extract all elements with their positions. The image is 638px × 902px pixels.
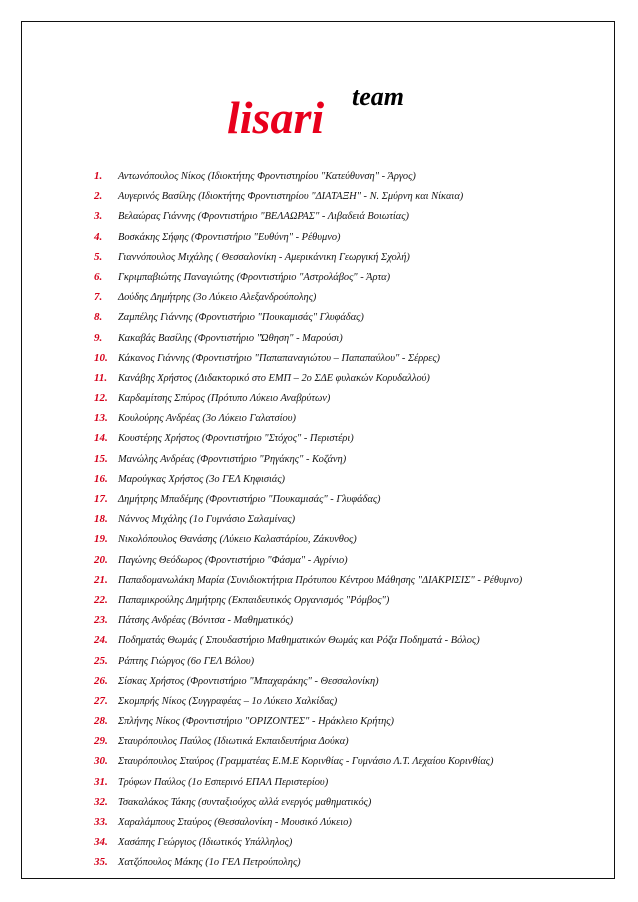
list-item-number: 20. — [94, 553, 108, 566]
list-item — [94, 852, 604, 872]
list-item-number: 23. — [94, 614, 108, 627]
list-item-text: Παγώνης Θεόδωρος (Φροντιστήριο "Φάσμα" - Αγρίνιο) — [118, 554, 348, 566]
list-item-number: 18. — [94, 513, 108, 526]
list-item — [94, 186, 604, 206]
list-item-text: Αντωνόπουλος Νίκος (Ιδιοκτήτης Φροντιστηρίου "Κατεύθυνση" - Άργος) — [118, 171, 416, 182]
list-item-number: 28. — [94, 715, 108, 728]
list-item — [94, 449, 604, 469]
list-item-number: 26. — [94, 674, 108, 687]
list-item — [94, 671, 604, 691]
list-item-text: Κακαβάς Βασίλης (Φροντιστήριο "Ώθηση" - Μαρούσι) — [118, 332, 343, 344]
list-item — [94, 711, 604, 731]
list-item-text: Νάννος Μιχάλης (1ο Γυμνάσιο Σαλαμίνας) — [118, 514, 296, 526]
list-item-number: 32. — [94, 795, 108, 808]
list-item — [94, 590, 604, 610]
list-item-text: Κάκανος Γιάννης (Φροντιστήριο "Παπαπαναγιώτου – Παπαπαύλου" - Σέρρες) — [118, 352, 441, 364]
list-item-number: 31. — [94, 775, 108, 788]
list-item-number: 33. — [94, 816, 108, 828]
list-item-text: Σπλήνης Νίκος (Φροντιστήριο "ΟΡΙΖΟΝΤΕΣ" - Ηράκλειο Κρήτης) — [118, 716, 394, 728]
list-item-number: 29. — [94, 735, 108, 748]
list-item — [94, 328, 604, 348]
list-item-text: Σταυρόπουλος Παύλος (Ιδιωτικά Εκπαιδευτήρια Δούκα) — [118, 736, 349, 748]
list-item-number: 34. — [94, 836, 108, 849]
list-item-text: Κουστέρης Χρήστος (Φροντιστήριο "Στόχος" - Περιστέρι) — [118, 433, 354, 445]
list-item — [94, 832, 604, 852]
list-item-number: 3. — [94, 210, 103, 223]
list-item-text: Χασάπης Γεώργιος (Ιδιωτικός Υπάλληλος) — [118, 837, 293, 849]
list-item — [94, 570, 604, 590]
title-lisari: lisari — [227, 92, 325, 143]
list-item — [94, 509, 604, 529]
list-item-number: 4. — [94, 230, 103, 243]
list-item — [94, 610, 604, 630]
list-item-number: 19. — [94, 533, 108, 546]
list-item-text: Ράπτης Γιώργος (6ο ΓΕΛ Βόλου) — [118, 655, 255, 667]
list-item-number: 1. — [94, 170, 103, 182]
list-item-text: Παπαδομανωλάκη Μαρία (Συνιδιοκτήτρια Πρότυπου Κέντρου Μάθησης "ΔΙΑΚΡΙΣΙΣ" - Ρέθυμνο) — [118, 574, 523, 586]
list-item — [94, 772, 604, 792]
list-item-number: 6. — [94, 270, 103, 283]
document-title — [22, 80, 614, 160]
list-item — [94, 651, 604, 671]
list-item — [94, 550, 604, 570]
list-item — [94, 408, 604, 428]
list-item-number: 11. — [94, 371, 108, 384]
title-team: team — [352, 82, 404, 111]
list-item-text: Αυγερινός Βασίλης (Ιδιοκτήτης Φροντιστηρίου "ΔΙΑΤΑΞΗ" - Ν. Σμύρνη και Νίκαια) — [118, 191, 464, 203]
list-item-text: Χατζόπουλος Μάκης (1ο ΓΕΛ Πετρούπολης) — [118, 857, 301, 869]
list-item — [94, 166, 604, 186]
list-item — [94, 227, 604, 247]
list-item-number: 15. — [94, 452, 108, 465]
list-item-text: Γιαννόπουλος Μιχάλης ( Θεσσαλονίκη - Αμερικάνικη Γεωργική Σχολή) — [118, 251, 410, 263]
list-item — [94, 348, 604, 368]
list-item — [94, 630, 604, 650]
list-item-number: 13. — [94, 412, 108, 425]
list-item-text: Πάτσης Ανδρέας (Βόνιτσα - Μαθηματικός) — [118, 615, 294, 627]
list-item-text: Γκριμπαβιώτης Παναγιώτης (Φροντιστήριο "Αστρολάβος" - Άρτα) — [118, 271, 391, 283]
list-item-text: Ποδηματάς Θωμάς ( Σπουδαστήριο Μαθηματικών Θωμάς και Ρόζα Ποδηματά - Βόλος) — [118, 635, 480, 647]
list-item-text: Μαρούγκας Χρήστος (3ο ΓΕΛ Κηφισιάς) — [118, 473, 286, 485]
list-item — [94, 792, 604, 812]
list-item-number: 5. — [94, 250, 103, 263]
list-item-number: 17. — [94, 493, 108, 505]
list-item-number: 27. — [94, 694, 108, 707]
list-item-number: 22. — [94, 593, 108, 606]
list-item-number: 24. — [94, 634, 108, 647]
list-item-number: 2. — [94, 190, 103, 203]
list-item-text: Τρύφων Παύλος (1ο Εσπερινό ΕΠΑΛ Περιστερίου) — [118, 776, 329, 788]
list-item-text: Σίσκας Χρήστος (Φροντιστήριο "Μπαχαράκης" - Θεσσαλονίκη) — [118, 675, 379, 687]
list-item — [94, 287, 604, 307]
list-item-number: 25. — [94, 654, 108, 667]
list-item — [94, 368, 604, 388]
list-item-text: Κουλούρης Ανδρέας (3ο Λύκειο Γαλατσίου) — [118, 413, 296, 425]
list-item-text: Βελαώρας Γιάννης (Φροντιστήριο "ΒΕΛΑΩΡΑΣ" - Λιβαδειά Βοιωτίας) — [118, 211, 409, 223]
list-item-number: 14. — [94, 432, 108, 445]
list-item-text: Κανάβης Χρήστος (Διδακτορικό στο ΕΜΠ – 2ο ΣΔΕ φυλακών Κορυδαλλού) — [118, 372, 430, 384]
list-item — [94, 307, 604, 327]
list-item — [94, 731, 604, 751]
list-item-number: 16. — [94, 472, 108, 485]
list-item-text: Νικολόπουλος Θανάσης (Λύκειο Καλαστάρίου, Ζάκυνθος) — [118, 534, 357, 546]
list-item-number: 9. — [94, 331, 103, 344]
member-list — [94, 166, 604, 873]
list-item — [94, 388, 604, 408]
document-page — [21, 21, 615, 879]
list-item — [94, 247, 604, 267]
list-item-text: Σκομπρής Νίκος (Συγγραφέας – 1ο Λύκειο Χαλκίδας) — [118, 695, 338, 707]
list-item-text: Τσακαλάκος Τάκης (συνταξιούχος αλλά ενεργός μαθηματικός) — [118, 796, 372, 808]
list-item-text: Δούδης Δημήτρης (3ο Λύκειο Αλεξανδρούπολης) — [118, 292, 317, 304]
list-item-number: 35. — [94, 856, 108, 869]
list-item-number: 7. — [94, 291, 103, 304]
list-item-number: 12. — [94, 392, 108, 405]
list-item-number: 10. — [94, 351, 108, 364]
list-item-text: Μανώλης Ανδρέας (Φροντιστήριο "Ρηγάκης" - Κοζάνη) — [118, 453, 347, 465]
list-item — [94, 469, 604, 489]
list-item-text: Βοσκάκης Σήφης (Φροντιστήριο "Ευθύνη" - Ρέθυμνο) — [118, 231, 341, 243]
list-item — [94, 428, 604, 448]
list-item-number: 8. — [94, 311, 103, 324]
list-item-text: Καρδαμίτσης Σπύρος (Πρότυπο Λύκειο Αναβρύτων) — [118, 393, 331, 405]
list-item — [94, 489, 604, 509]
list-item — [94, 267, 604, 287]
list-item — [94, 812, 604, 832]
list-item — [94, 751, 604, 771]
list-item — [94, 206, 604, 226]
list-item-text: Δημήτρης Μπαδέμης (Φροντιστήριο "Πουκαμισάς" - Γλυφάδας) — [118, 494, 381, 505]
list-item-number: 30. — [94, 755, 108, 768]
list-item-text: Παπαμικρούλης Δημήτρης (Εκπαιδευτικός Οργανισμός "Ρόμβος") — [118, 594, 390, 606]
list-item-text: Χαραλάμπους Σταύρος (Θεσσαλονίκη - Μουσικό Λύκειο) — [118, 817, 352, 828]
list-item-number: 21. — [94, 573, 108, 586]
list-item — [94, 691, 604, 711]
list-item-text: Σταυρόπουλος Σταύρος (Γραμματέας Ε.Μ.Ε Κορινθίας - Γυμνάσιο Λ.Τ. Λεχαίου Κορινθίας) — [118, 756, 494, 768]
list-item — [94, 529, 604, 549]
list-item-text: Ζαμπέλης Γιάννης (Φροντιστήριο "Πουκαμισάς" Γλυφάδας) — [118, 312, 364, 324]
